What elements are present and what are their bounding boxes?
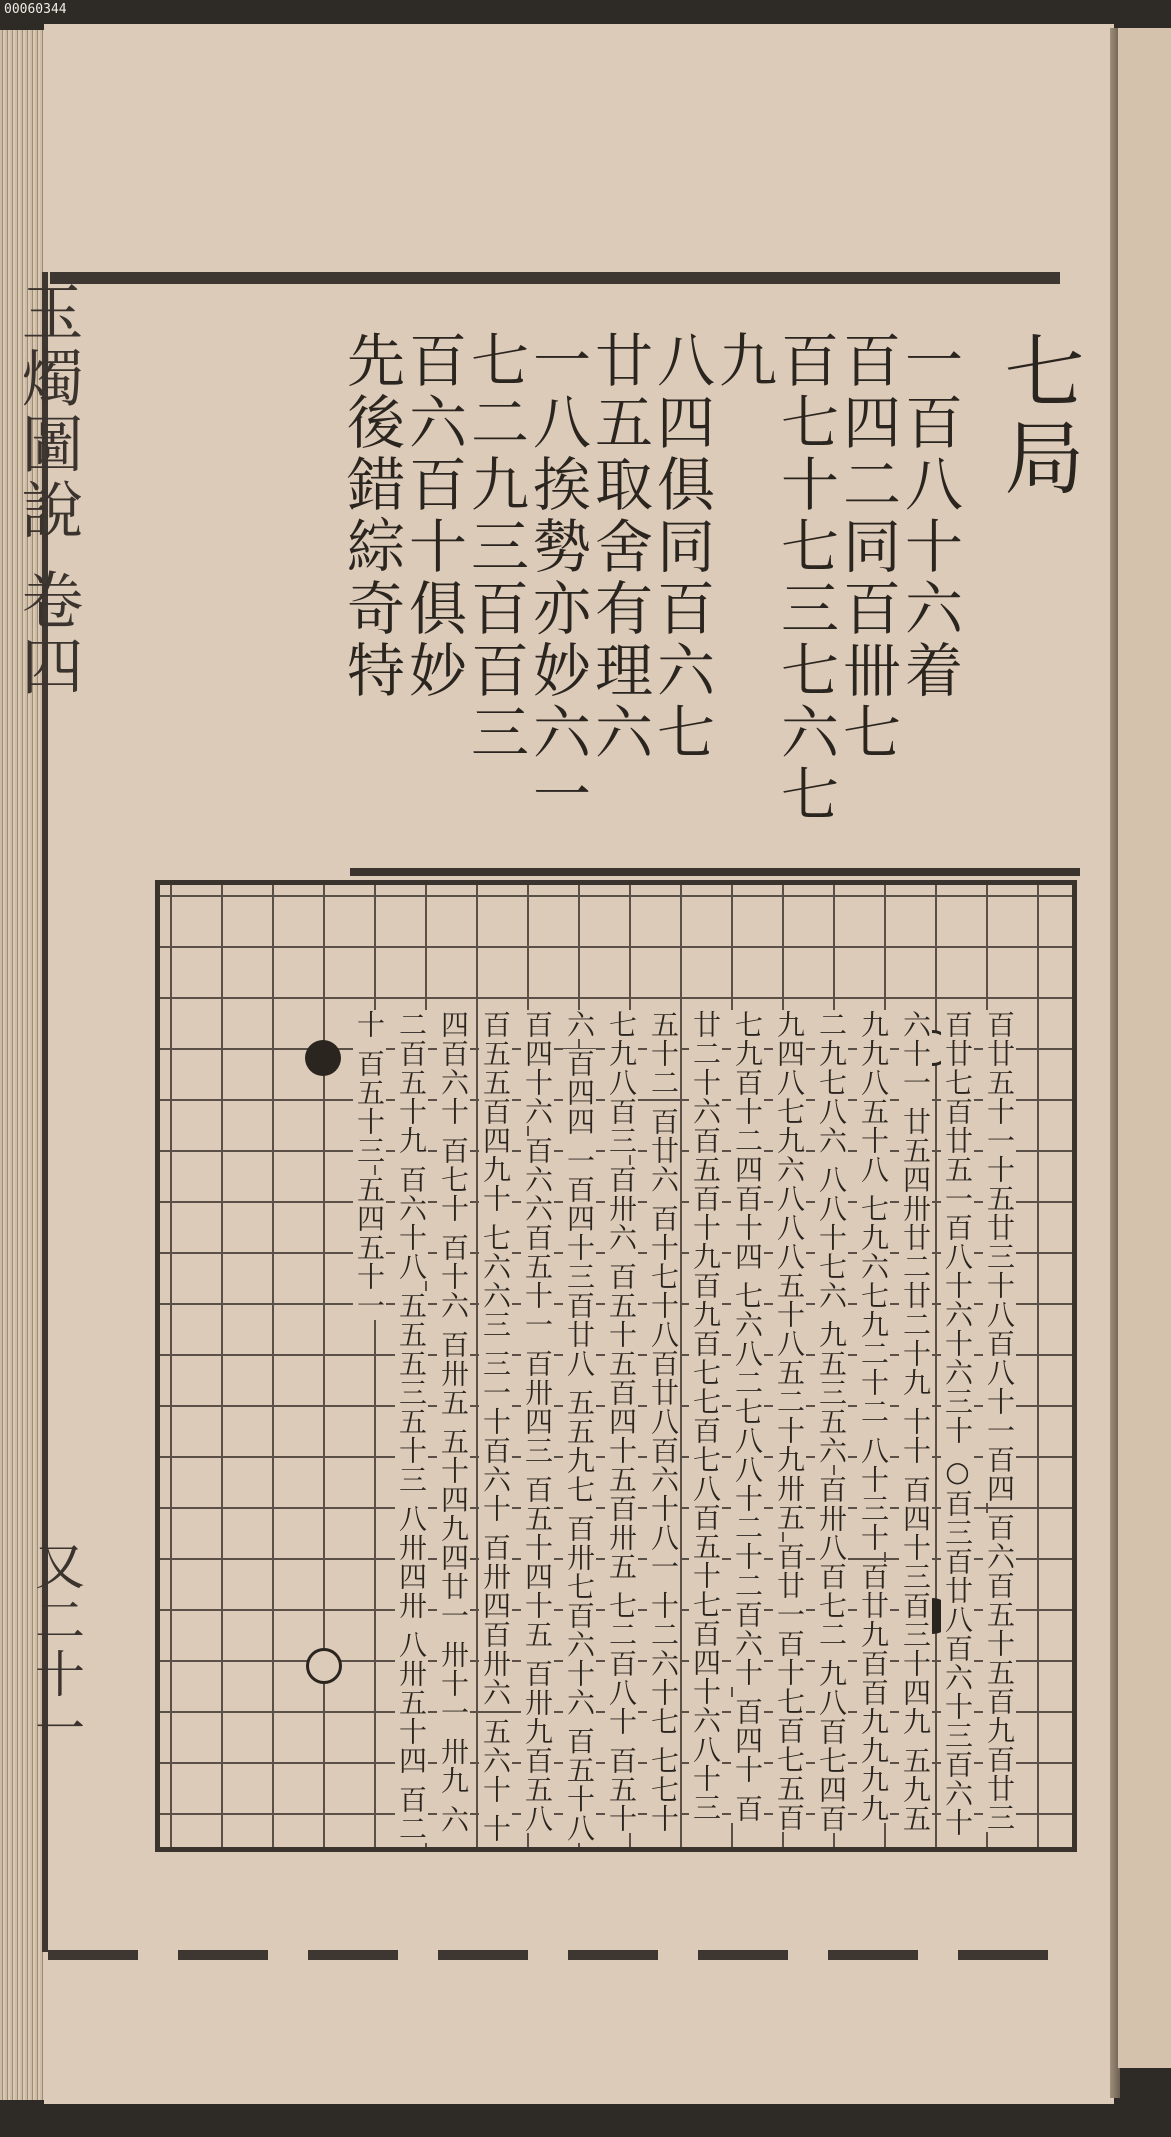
move-annotation-column: 五四五十一 <box>353 1174 386 1320</box>
move-annotation-column: 百四十三百三十四九 五九五九九八五十八 七九六七九二十二 八十三十 <box>857 1010 932 1833</box>
board-top-rule <box>350 868 1080 876</box>
move-annotation-column: 百四四 一百四十三百廿八 五五九七 百卅七百六十六 百五十八百四十六 <box>521 1010 596 1843</box>
move-annotation-column: 百廿九百百九九九九二九七八六 八八十七六 九五三五六 <box>815 1010 890 1823</box>
facing-page-edge <box>1118 28 1171 2068</box>
move-annotation-column: 百廿五十一十五廿三十八百八十一百四 <box>983 1010 1016 1503</box>
move-annotation-column: 百六百五十五百九百廿三百廿七百廿五一百八十六十六三十 <box>941 1010 1016 1832</box>
commentary-line: 一八挨勢亦妙六一 <box>523 330 591 826</box>
top-border-rule <box>50 272 1060 284</box>
commentary-line: 一百八十六着 <box>895 330 963 702</box>
move-annotation-column: 百四十 百廿二十六百五百十九百九百七七百七八百五十七百四十六八十三五十二 <box>647 1010 764 1823</box>
move-annotation-column: 百五五百四九十 七六六三 三一十百六十 百卅四百卅六 <box>479 1010 512 1707</box>
move-annotation-column: 五六十 十四百六十 百七十 百十六 百卅五 <box>437 1010 512 1843</box>
commentary-line: 百七十七三七六七九 <box>709 330 839 826</box>
commentary-line: 百六百十俱妙 <box>399 330 467 702</box>
scan-id: 00060344 <box>4 2 67 17</box>
move-annotation-column: 五十四九四廿一 卅十一 卅九 六二百五十九 百六十八 <box>395 1010 470 1834</box>
move-annotation-column: 百廿六 百十七十八百廿八百六十八一 十二六十七 七七十七九八百三 <box>605 1010 680 1833</box>
move-number-annotations <box>200 1010 1020 1850</box>
commentary-line: 七二九三百百三 <box>461 330 529 764</box>
move-annotation-column: 百廿一百十七百七五百七九百十二四百十四 七六八二七八八十二十二百六十 <box>731 1010 806 1832</box>
move-annotation-column: 五五五三五十三 八卅四卅 八卅五十四 百二十 百五十三 <box>353 1010 428 1843</box>
commentary-line: 先後錯綜奇特 <box>337 330 405 702</box>
move-annotation-column: 百六六百五十一 百卅四三 百五十四十五 百卅九百五八 <box>521 1135 554 1833</box>
commentary-line: 八四俱同百六七 <box>647 330 715 764</box>
commentary-block <box>337 330 1095 850</box>
move-annotation-column: 百卅八百七二 九八百七四百九四八七九六八八八五十八五二十九卅五 <box>773 1010 848 1833</box>
move-annotation-column: 百卅六 百五十五百四十五百卅五 七二百八十 百五十六 <box>563 1010 638 1833</box>
game-title: 七局 <box>991 330 1084 502</box>
commentary-line: 百四二同百卌七 <box>833 330 901 764</box>
bottom-border-rule <box>48 1950 1088 1960</box>
margin-column-title: 玉燭圖說 卷四 <box>11 280 84 700</box>
margin-folio: 又二十一 <box>27 1540 85 1756</box>
move-annotation-column: ○百三百廿八百六十三百六十六十一 廿五四卅廿二廿二十九 十十 <box>899 1010 974 1837</box>
commentary-line: 廿五取舍有理六 <box>585 330 653 764</box>
